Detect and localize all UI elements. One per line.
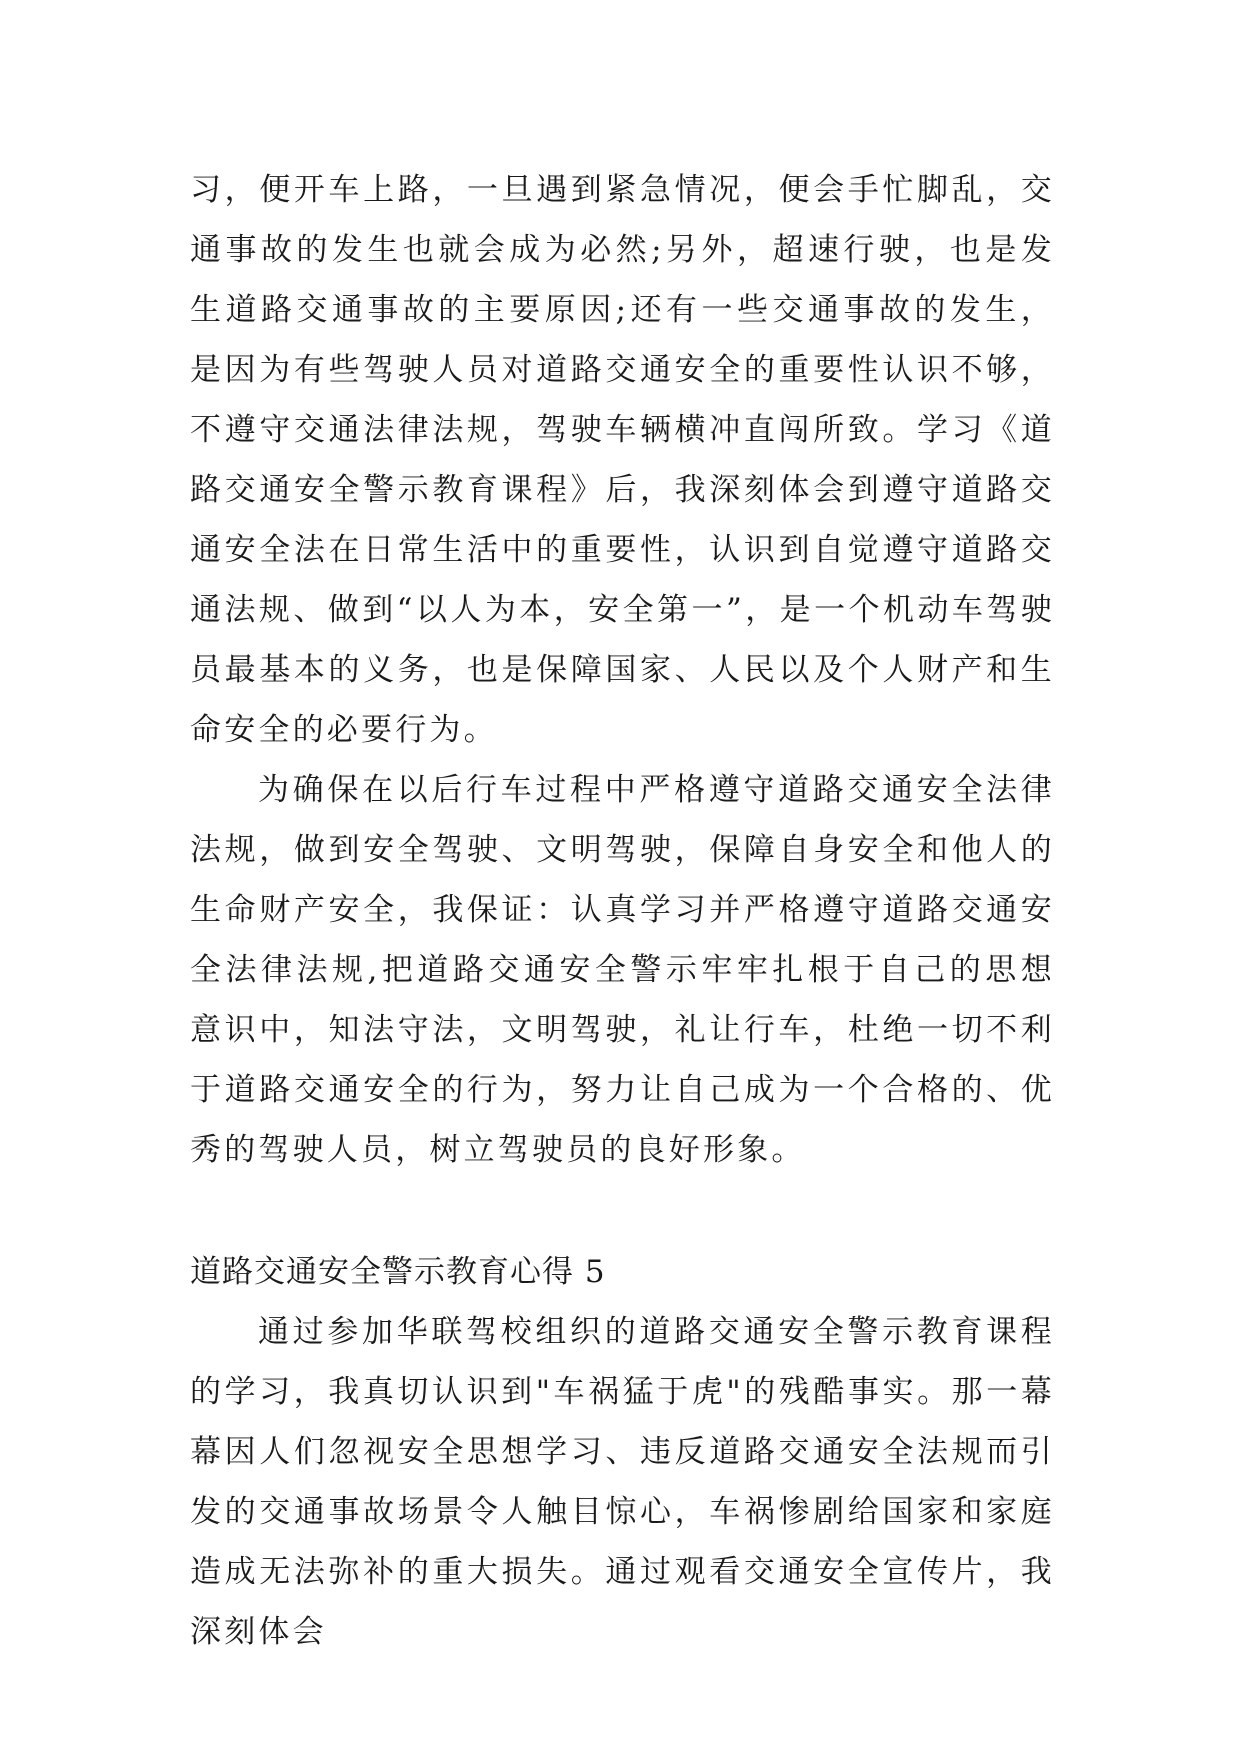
paragraph-continuation: 习，便开车上路，一旦遇到紧急情况，便会手忙脚乱，交通事故的发生也就会成为必然;另外，超速行驶，也是发生道路交通事故的主要原因;还有一些交通事故的发生，是因为有些驾驶人员对道路交通安全的重要性认识不够，不遵守交通法律法规，驾驶车辆横冲直闯所致。学习《道路交通安全警示教育课程》后，我深刻体会到遵守道路交通安全法在日常生活中的重要性，认识到自觉遵守道路交通法规、做到“以人为本，安全第一”，是一个机动车驾驶员最基本的义务，也是保障国家、人民以及个人财产和生命安全的必要行为。 <box>190 172 1055 748</box>
document-page <box>190 160 1055 1662</box>
paragraph-pledge: 为确保在以后行车过程中严格遵守道路交通安全法律法规，做到安全驾驶、文明驾驶，保障自身安全和他人的生命财产安全，我保证：认真学习并严格遵守道路交通安全法律法规,把道路交通安全警示牢牢扎根于自己的思想意识中，知法守法，文明驾驶，礼让行车，杜绝一切不利于道路交通安全的行为，努力让自己成为一个合格的、优秀的驾驶人员，树立驾驶员的良好形象。 <box>190 772 1055 1168</box>
paragraph-section-5-intro: 通过参加华联驾校组织的道路交通安全警示教育课程的学习，我真切认识到"车祸猛于虎"的残酷事实。那一幕幕因人们忽视安全思想学习、违反道路交通安全法规而引发的交通事故场景令人触目惊心，车祸惨剧给国家和家庭造成无法弥补的重大损失。通过观看交通安全宣传片，我深刻体会 <box>190 1314 1055 1650</box>
section-heading: 道路交通安全警示教育心得 5 <box>190 1254 606 1290</box>
